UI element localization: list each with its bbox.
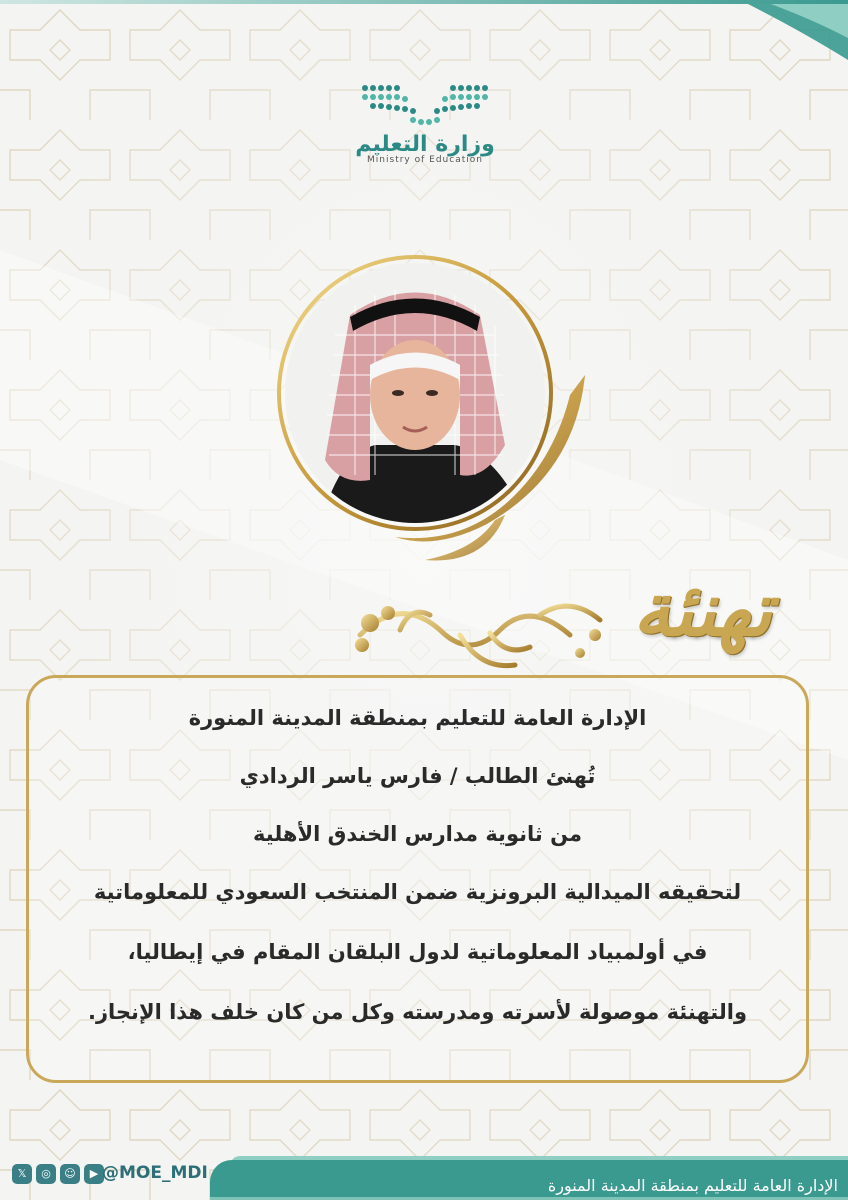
footer-title: الإدارة العامة للتعليم بمنطقة المدينة المنورة [547,1176,838,1195]
message-line-5: في أولمبياد المعلوماتية لدول البلقان المقام في إيطاليا، [127,940,708,964]
footer-social [0,1150,280,1200]
student-portrait-frame [255,245,595,575]
message-line-6: والتهنئة موصولة لأسرته ومدرسته وكل من كان خلف هذا الإنجاز. [87,1000,748,1024]
footer-banner [210,1160,848,1200]
snapchat-icon[interactable]: ☺ [60,1164,80,1184]
top-accent-strip [0,0,848,4]
youtube-icon[interactable]: ▶ [84,1164,104,1184]
ministry-name-arabic: وزارة التعليم [355,132,495,157]
message-line-2: تُهنئ الطالب / فارس ياسر الردادي [239,764,596,788]
ministry-logo-dots-icon [360,80,490,130]
message-line-3: من ثانوية مدارس الخندق الأهلية [253,822,582,846]
greeting-heading [340,565,780,685]
greeting-title: تهنئة [632,567,772,653]
instagram-icon[interactable]: ◎ [36,1164,56,1184]
social-handle[interactable]: @MOE_MDI [102,1163,208,1183]
ministry-name-english: Ministry of Education [367,155,483,165]
footer-bar [0,1150,848,1200]
message-line-4: لتحقيقه الميدالية البرونزية ضمن المنتخب السعودي للمعلوماتية [93,880,742,904]
gold-ornament-icon [340,575,620,685]
message-line-1: الإدارة العامة للتعليم بمنطقة المدينة المنورة [188,706,647,730]
ministry-logo [330,80,520,190]
x-icon[interactable]: 𝕏 [12,1164,32,1184]
student-photo [275,255,575,545]
message-box [26,675,809,1083]
